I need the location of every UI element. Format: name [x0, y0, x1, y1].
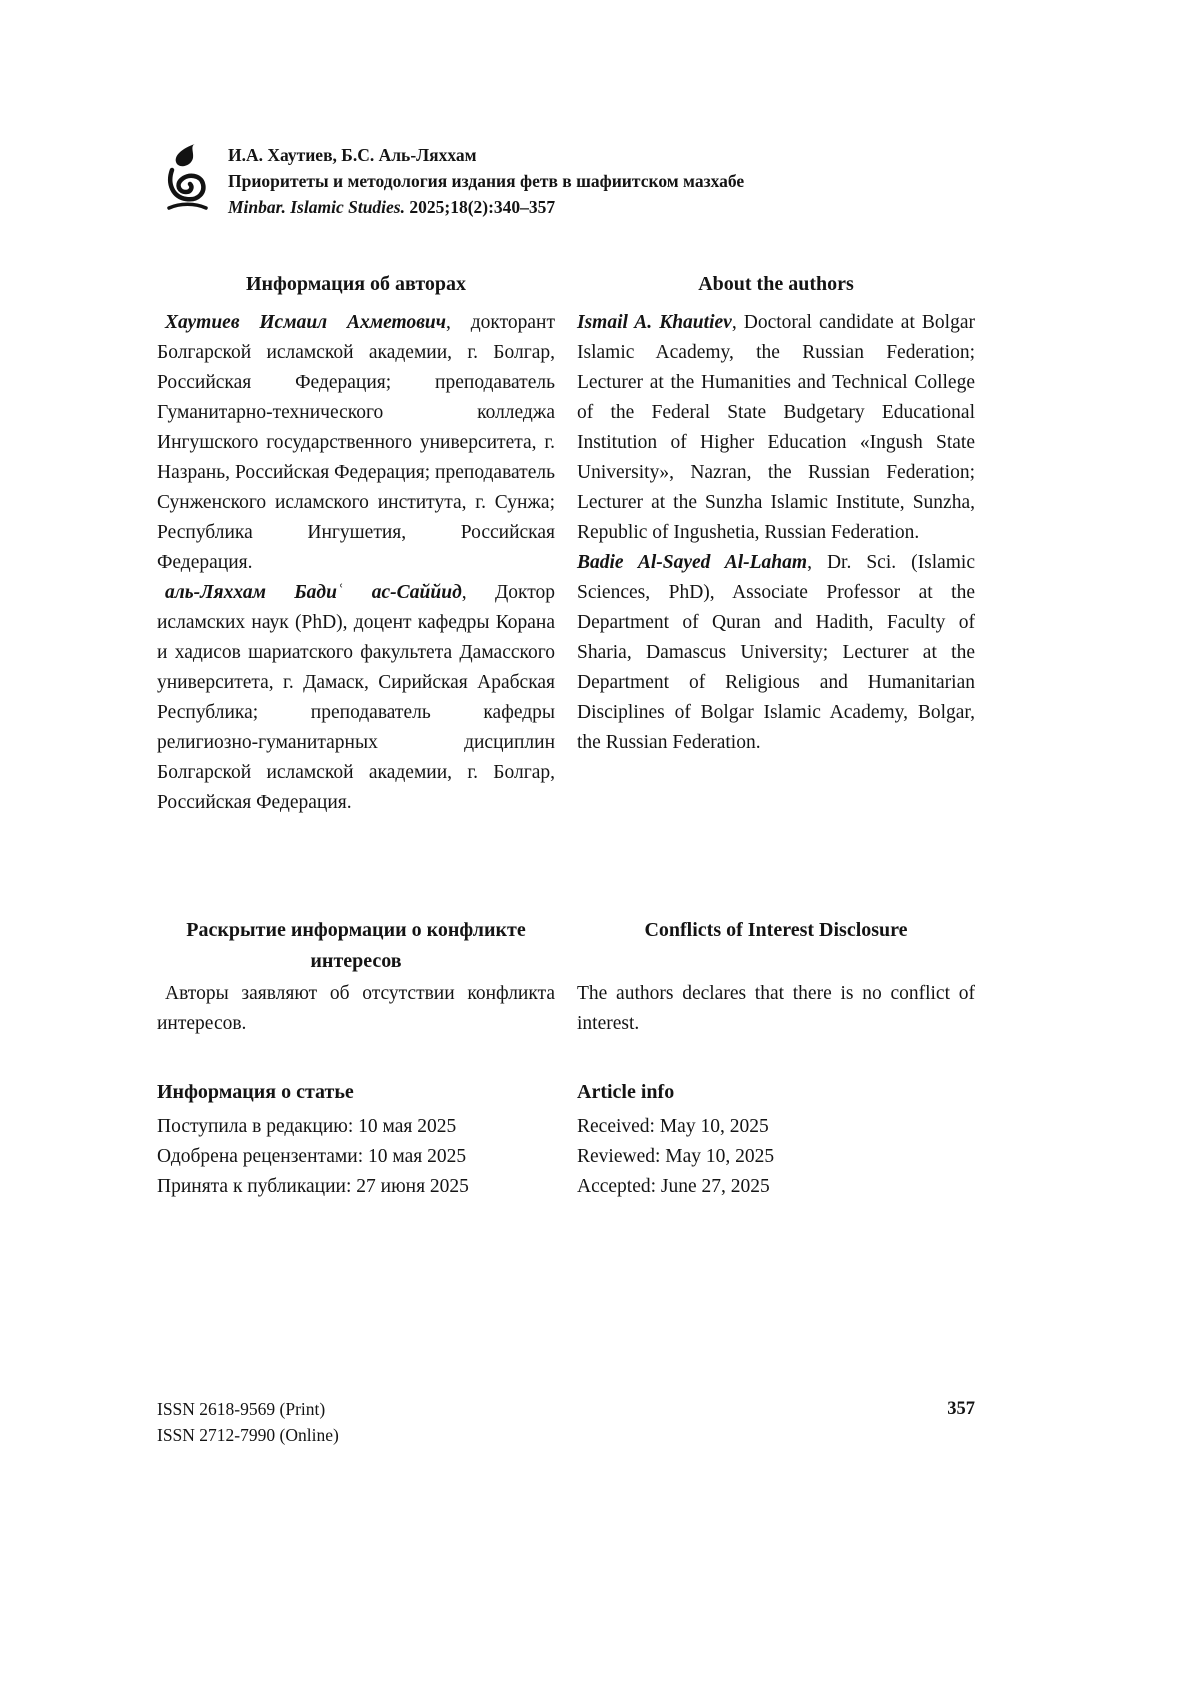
issn-block	[157, 1396, 339, 1448]
article-info-heading-en: Article info	[577, 1081, 675, 1103]
article-info-section	[157, 1076, 975, 1202]
conflict-heading-ru: Раскрытие информации о конфликте интересов	[186, 919, 526, 972]
author-bio-text-khautiev-ru: , докторант Болгарской исламской академии, г. Болгар, Российская Федерация; преподаватель Гуманитарно-технического колледжа Ингушского государственного университета, г. Назрань, Российская Федерация; преподаватель Сунженского исламского института, г. Сунжа; Республика Ингушетия, Российская Федерация.	[157, 312, 555, 573]
author-name-allaham-en: Badie Al-Sayed Al-Laham	[577, 552, 808, 573]
page-footer	[157, 1396, 975, 1448]
article-info-heading-ru: Информация о статье	[157, 1081, 354, 1103]
author-bio-allaham-en	[577, 548, 975, 758]
conflict-of-interest-section	[157, 915, 975, 1039]
issn-online: ISSN 2712-7990 (Online)	[157, 1425, 339, 1445]
running-head-title: Приоритеты и методология издания фетв в шафиитском мазхабе	[228, 171, 745, 191]
author-bio-text-allaham-ru: , Доктор исламских наук (PhD), доцент кафедры Корана и хадисов шариатского факультета Дамасского университета, г. Дамаск, Сирийская Арабская Республика; преподаватель кафедры религиозно-гуманитарных дисциплин Болгарской исламской академии, г. Болгар, Российская Федерация.	[157, 582, 555, 813]
conflict-text-ru: Авторы заявляют об отсутствии конфликта интересов.	[157, 983, 555, 1034]
conflict-text-en: The authors declares that there is no conflict of interest.	[577, 983, 975, 1034]
author-bio-khautiev-en	[577, 308, 975, 548]
about-authors-column-en	[577, 268, 975, 818]
about-authors-section	[157, 268, 975, 818]
journal-name: Minbar. Islamic Studies.	[228, 197, 405, 217]
conflict-column-ru	[157, 915, 555, 1039]
article-info-received-ru: Поступила в редакцию: 10 мая 2025	[157, 1116, 457, 1137]
minbar-journal-logo-icon	[163, 140, 211, 214]
author-bio-text-khautiev-en: , Doctoral candidate at Bolgar Islamic Academy, the Russian Federation; Lecturer at the Humanities and Technical College of the Federal State Budgetary Educational Institution of Higher Education «Ingush State University», Nazran, the Russian Federation; Lecturer at the Sunzha Islamic Institute, Sunzha, Republic of Ingushetia, Russian Federation.	[577, 312, 975, 543]
running-head	[228, 140, 744, 220]
author-name-allaham-ru: аль-Ляххам Бадиʿ ас-Саййид	[165, 582, 462, 603]
running-head-authors: И.А. Хаутиев, Б.С. Аль-Ляххам	[228, 145, 477, 165]
article-info-accepted-ru: Принята к публикации: 27 июня 2025	[157, 1176, 469, 1197]
conflict-column-en	[577, 915, 975, 1039]
page-header	[163, 140, 744, 220]
author-name-khautiev-ru: Хаутиев Исмаил Ахметович	[165, 312, 446, 333]
about-authors-heading-ru: Информация об авторах	[245, 273, 467, 295]
article-info-column-ru	[157, 1076, 555, 1202]
conflict-heading-en: Conflicts of Interest Disclosure	[644, 919, 908, 941]
running-head-citation	[228, 194, 744, 220]
article-info-received-en: Received: May 10, 2025	[577, 1116, 769, 1137]
article-info-column-en	[577, 1076, 975, 1202]
article-info-reviewed-ru: Одобрена рецензентами: 10 мая 2025	[157, 1146, 467, 1167]
article-info-accepted-en: Accepted: June 27, 2025	[577, 1176, 770, 1197]
page-number: 357	[947, 1399, 975, 1419]
about-authors-heading-en: About the authors	[698, 273, 854, 295]
author-bio-khautiev-ru	[157, 308, 555, 578]
author-name-khautiev-en: Ismail A. Khautiev	[577, 312, 732, 333]
author-bio-text-allaham-en: , Dr. Sci. (Islamic Sciences, PhD), Associate Professor at the Department of Quran and Hadith, Faculty of Sharia, Damascus University; Lecturer at the Department of Religious and Humanitarian Disciplines of Bolgar Islamic Academy, Bolgar, the Russian Federation.	[577, 552, 976, 753]
issn-print: ISSN 2618-9569 (Print)	[157, 1399, 326, 1419]
article-info-reviewed-en: Reviewed: May 10, 2025	[577, 1146, 775, 1167]
citation-numbers: 2025;18(2):340–357	[409, 197, 556, 217]
about-authors-column-ru	[157, 268, 555, 818]
author-bio-allaham-ru	[157, 578, 555, 818]
